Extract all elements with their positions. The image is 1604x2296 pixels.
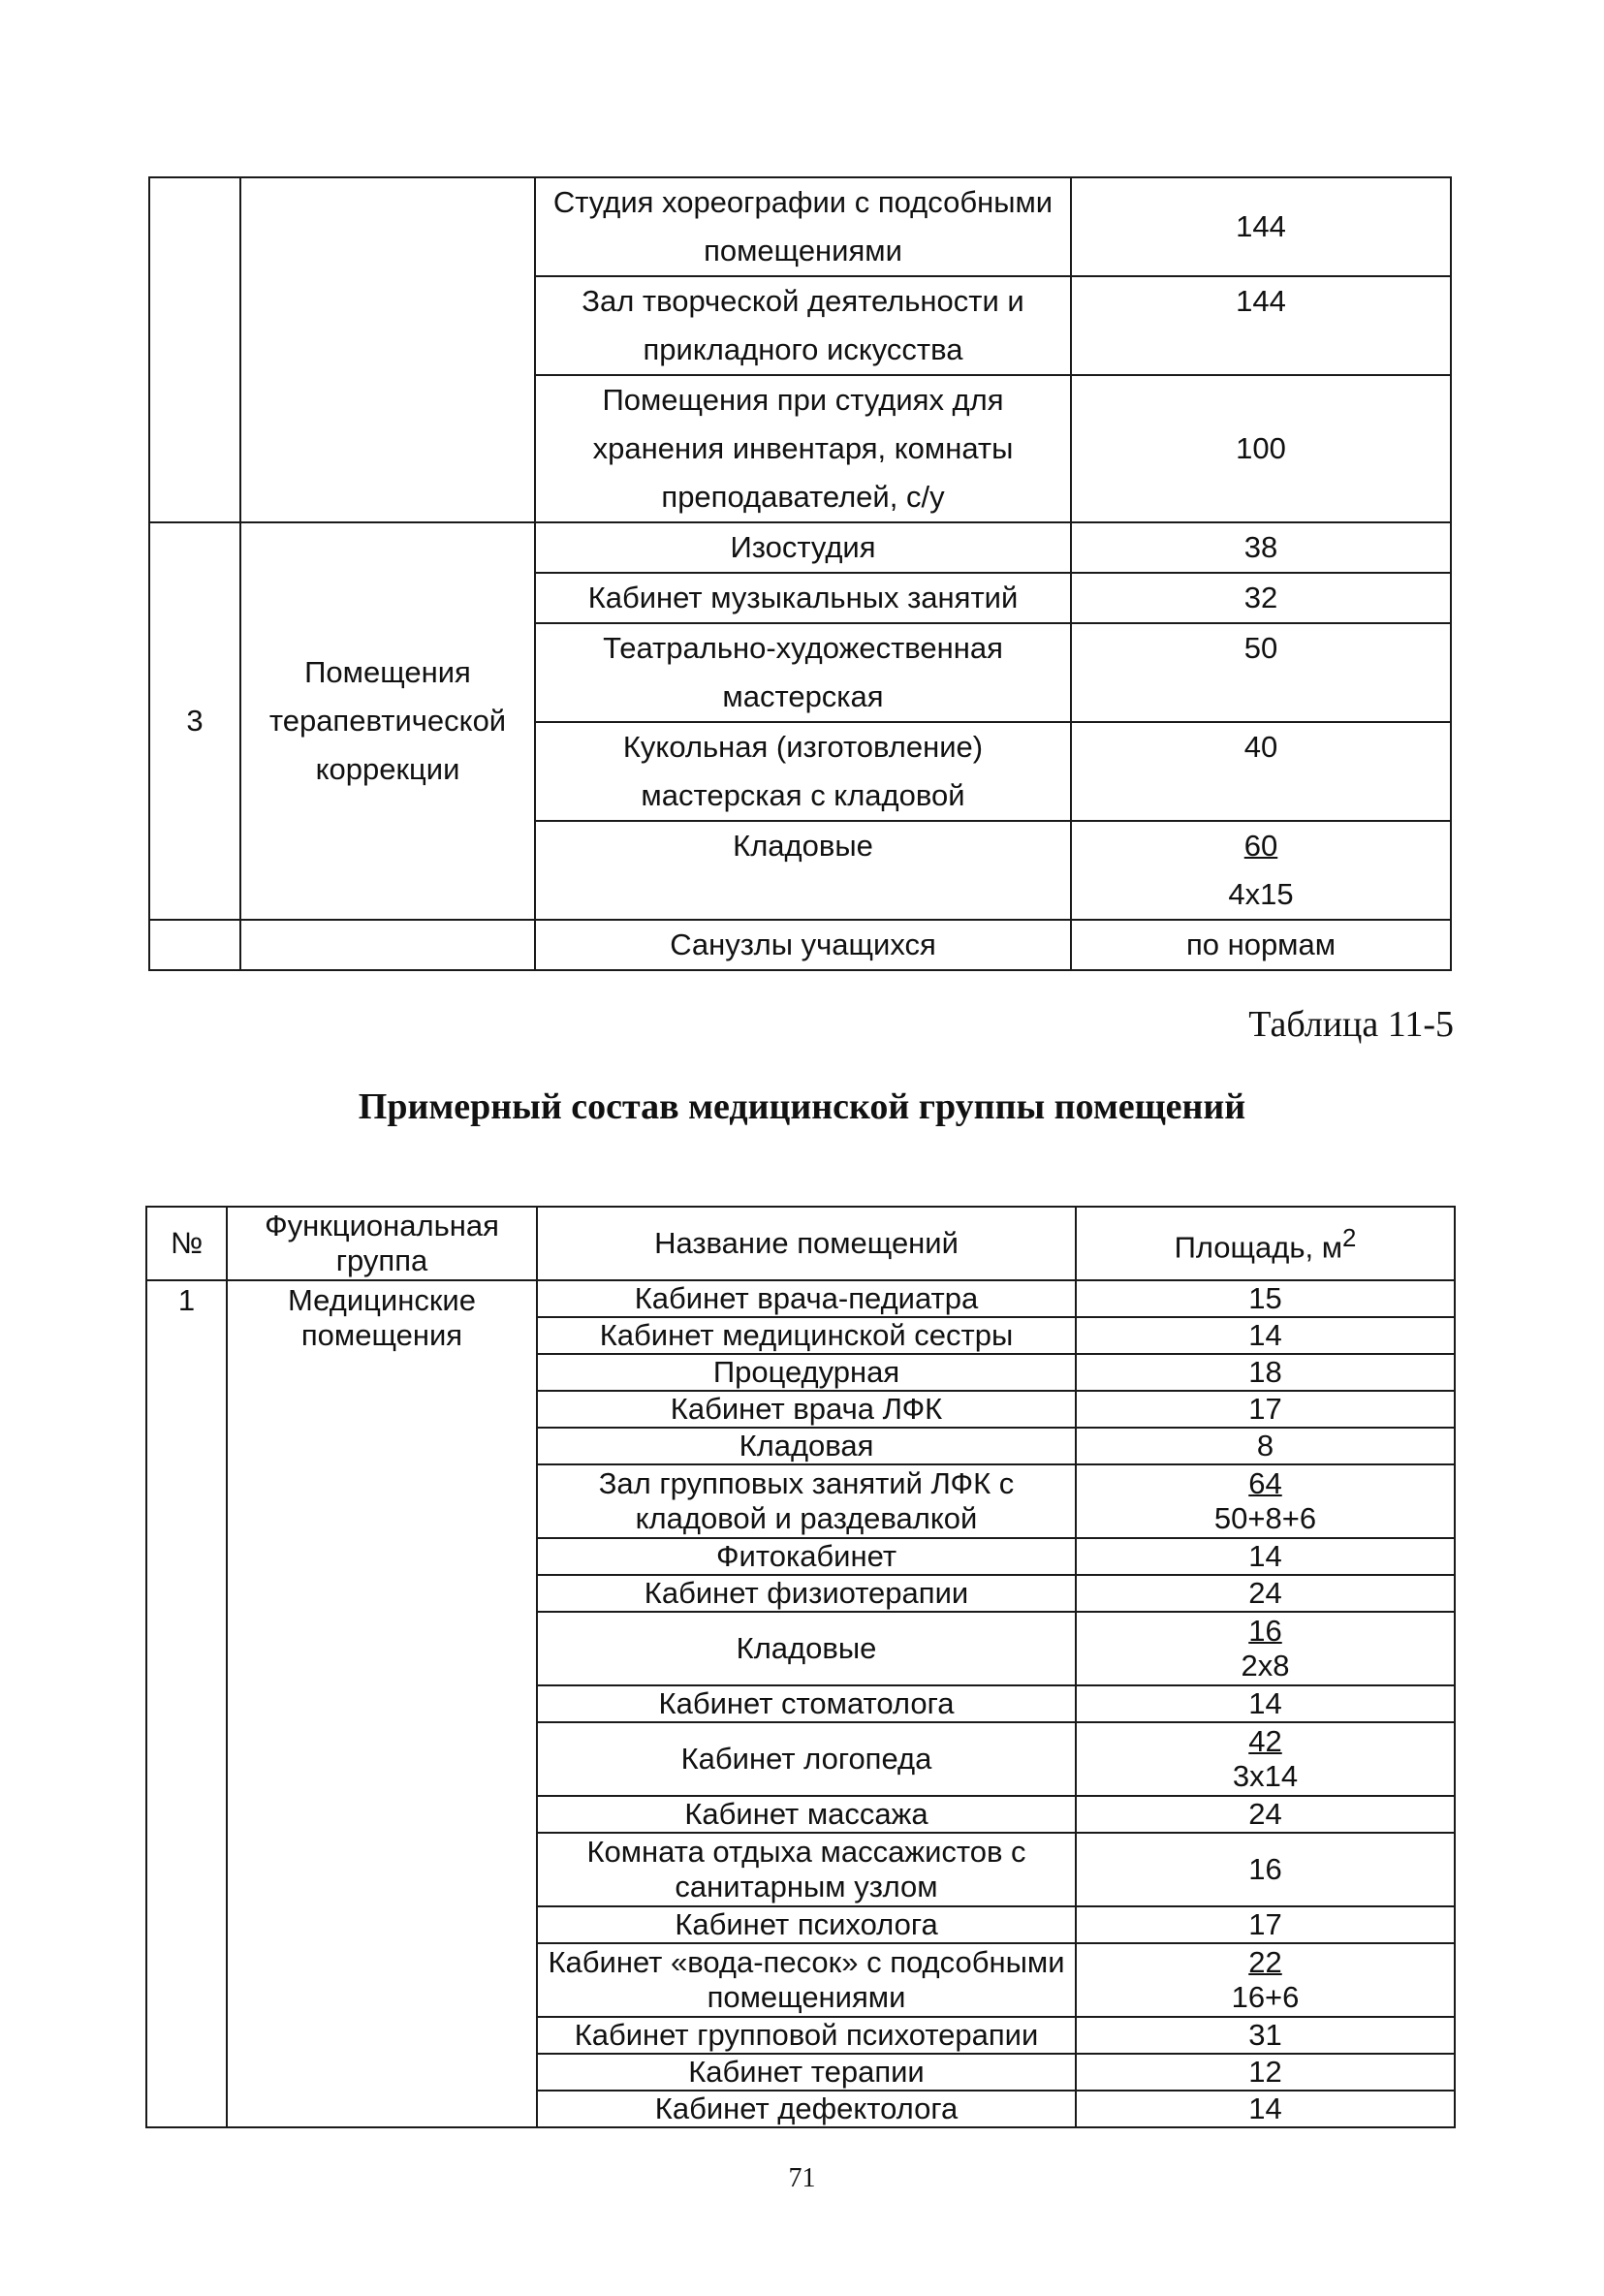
area-cell: 14 xyxy=(1076,1685,1455,1722)
area-cell: 32 xyxy=(1071,573,1451,623)
room-name-cell: Кабинет логопеда xyxy=(537,1722,1076,1796)
room-name-cell: Студия хореографии с подсобными помещениями xyxy=(535,177,1071,276)
area-cell: 40 xyxy=(1071,722,1451,821)
group-number-cell: 3 xyxy=(149,522,240,920)
room-name-cell: Кабинет физиотерапии xyxy=(537,1575,1076,1612)
area-cell: 18 xyxy=(1076,1354,1455,1391)
table-row xyxy=(146,1280,1455,1317)
area-cell: 17 xyxy=(1076,1391,1455,1428)
area-detail: 50+8+6 xyxy=(1213,1501,1317,1535)
area-cell: 50 xyxy=(1071,623,1451,722)
header-group: Функциональная группа xyxy=(227,1207,537,1280)
number-cell xyxy=(149,177,240,522)
area-cell: 15 xyxy=(1076,1280,1455,1317)
room-name-cell: Изостудия xyxy=(535,522,1071,573)
area-cell: 16 xyxy=(1076,1833,1455,1906)
room-name-cell: Фитокабинет xyxy=(537,1538,1076,1575)
group-number-cell: 1 xyxy=(146,1280,227,2127)
area-detail: 3x14 xyxy=(1232,1759,1299,1793)
room-name-cell: Кладовые xyxy=(535,821,1071,920)
area-detail: 2x8 xyxy=(1241,1649,1290,1683)
area-total: 60 xyxy=(1243,829,1278,863)
room-name-cell: Театрально-художественная мастерская xyxy=(535,623,1071,722)
room-name-cell: Санузлы учащихся xyxy=(535,920,1071,970)
header-area xyxy=(1076,1207,1455,1280)
header-number: № xyxy=(146,1207,227,1280)
area-cell: 24 xyxy=(1076,1796,1455,1833)
area-cell: 144 xyxy=(1071,276,1451,375)
room-name-cell: Кабинет терапии xyxy=(537,2054,1076,2091)
table-row xyxy=(149,522,1451,573)
area-cell: 8 xyxy=(1076,1428,1455,1464)
room-name-cell: Кабинет дефектолога xyxy=(537,2091,1076,2127)
group-name-cell: Медицинские помещения xyxy=(227,1280,537,2127)
room-name-cell: Зал творческой деятельности и прикладного искусства xyxy=(535,276,1071,375)
medical-rooms-table xyxy=(145,1206,1456,2128)
room-name-cell: Кабинет психолога xyxy=(537,1906,1076,1943)
room-name-cell: Кабинет врача ЛФК xyxy=(537,1391,1076,1428)
medical-rows xyxy=(146,1280,1455,2127)
area-cell: 31 xyxy=(1076,2017,1455,2054)
area-cell xyxy=(1071,821,1451,920)
room-name-cell: Кладовая xyxy=(537,1428,1076,1464)
room-name-cell: Кабинет стоматолога xyxy=(537,1685,1076,1722)
area-cell: 14 xyxy=(1076,2091,1455,2127)
table-row xyxy=(149,177,1451,276)
room-name-cell: Кабинет «вода-песок» с подсобными помещениями xyxy=(537,1943,1076,2017)
room-name-cell: Кабинет массажа xyxy=(537,1796,1076,1833)
room-name-cell: Процедурная xyxy=(537,1354,1076,1391)
area-total: 42 xyxy=(1248,1724,1282,1758)
room-name-cell: Помещения при студиях для хранения инвентаря, комнаты преподавателей, с/у xyxy=(535,375,1071,522)
area-total: 16 xyxy=(1248,1614,1282,1648)
area-cell: 14 xyxy=(1076,1538,1455,1575)
room-name-cell: Зал групповых занятий ЛФК с кладовой и раздевалкой xyxy=(537,1464,1076,1538)
room-name-cell: Кабинет медицинской сестры xyxy=(537,1317,1076,1354)
header-name: Название помещений xyxy=(537,1207,1076,1280)
area-cell xyxy=(1076,1722,1455,1796)
group-cell xyxy=(240,177,535,522)
room-name-cell: Кладовые xyxy=(537,1612,1076,1685)
area-cell xyxy=(1076,1464,1455,1538)
group-cell xyxy=(240,920,535,970)
room-name-cell: Кабинет групповой психотерапии xyxy=(537,2017,1076,2054)
area-cell: 14 xyxy=(1076,1317,1455,1354)
area-cell: 144 xyxy=(1071,177,1451,276)
room-name-cell: Комната отдыха массажистов с санитарным узлом xyxy=(537,1833,1076,1906)
area-cell: 12 xyxy=(1076,2054,1455,2091)
area-cell xyxy=(1076,1612,1455,1685)
area-cell: 17 xyxy=(1076,1906,1455,1943)
area-detail: 4x15 xyxy=(1228,877,1294,911)
area-cell xyxy=(1076,1943,1455,2017)
header-area-superscript: 2 xyxy=(1342,1225,1357,1253)
area-cell: 38 xyxy=(1071,522,1451,573)
area-cell: 100 xyxy=(1071,375,1451,522)
table-row xyxy=(149,920,1451,970)
room-name-cell: Кабинет музыкальных занятий xyxy=(535,573,1071,623)
table-title: Примерный состав медицинской группы помещений xyxy=(358,1086,1246,1127)
group-name-cell: Помещения терапевтической коррекции xyxy=(240,522,535,920)
area-detail: 16+6 xyxy=(1231,1980,1300,2014)
header-area-label: Площадь, м xyxy=(1174,1230,1343,1265)
room-name-cell: Кабинет врача-педиатра xyxy=(537,1280,1076,1317)
table-caption: Таблица 11-5 xyxy=(1248,1004,1454,1045)
header-row xyxy=(146,1207,1455,1280)
area-cell: 24 xyxy=(1076,1575,1455,1612)
continuation-table xyxy=(148,176,1452,971)
area-total: 22 xyxy=(1248,1945,1282,1979)
area-cell: по нормам xyxy=(1071,920,1451,970)
area-total: 64 xyxy=(1248,1466,1282,1500)
room-name-cell: Кукольная (изготовление) мастерская с кладовой xyxy=(535,722,1071,821)
number-cell xyxy=(149,920,240,970)
page-number: 71 xyxy=(788,2163,816,2193)
